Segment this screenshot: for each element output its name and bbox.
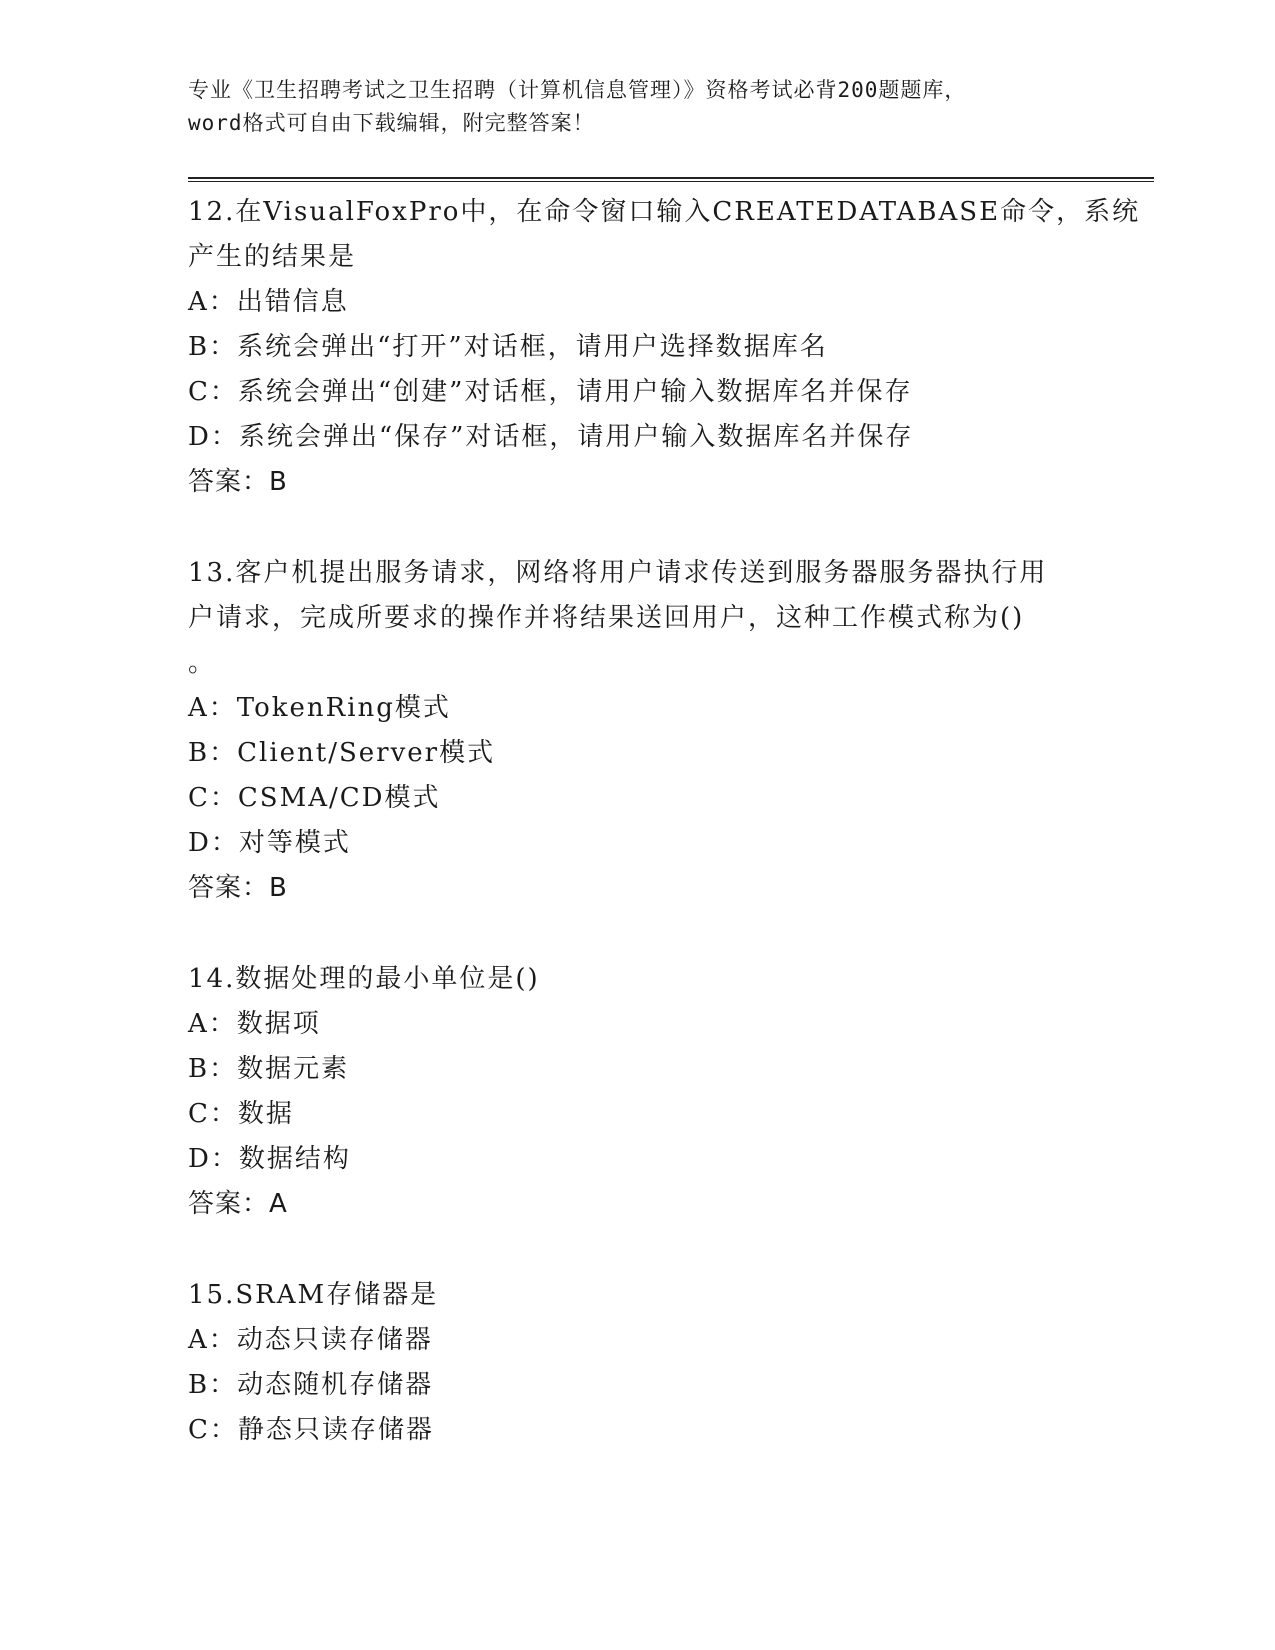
answer-label: 答案：B — [188, 873, 288, 903]
option-b: B：Client/Server模式 — [188, 738, 496, 768]
header-divider-thin — [188, 181, 1154, 182]
option-d: D：对等模式 — [188, 828, 351, 858]
answer-label: 答案：B — [188, 467, 288, 497]
question-stem-line: 12.在VisualFoxPro中，在命令窗口输入CREATEDATABASE命令，系统 — [188, 197, 1141, 227]
option-a: A：出错信息 — [188, 287, 349, 317]
question-spacer — [188, 911, 1088, 957]
question-14 — [188, 957, 1088, 1227]
answer-label: 答案：A — [188, 1189, 288, 1219]
question-stem — [188, 190, 1141, 280]
option-b: B：系统会弹出“打开”对话框，请用户选择数据库名 — [188, 332, 828, 362]
option-c: C：静态只读存储器 — [188, 1415, 434, 1445]
option-d: D：系统会弹出“保存”对话框，请用户输入数据库名并保存 — [188, 422, 914, 452]
question-stem-line: 户请求，完成所要求的操作并将结果送回用户，这种工作模式称为() — [188, 603, 1025, 633]
option-c: C：系统会弹出“创建”对话框，请用户输入数据库名并保存 — [188, 377, 913, 407]
header-line-1: 专业《卫生招聘考试之卫生招聘（计算机信息管理）》资格考试必背200题题库， — [188, 78, 967, 102]
question-15 — [188, 1273, 1088, 1453]
question-stem — [188, 957, 1088, 1002]
header-line-2: word格式可自由下载编辑，附完整答案！ — [188, 111, 595, 135]
question-stem-line: 14.数据处理的最小单位是() — [188, 964, 540, 994]
option-d: D：数据结构 — [188, 1144, 351, 1174]
question-stem-line: 产生的结果是 — [188, 242, 357, 272]
question-stem — [188, 551, 1088, 686]
question-list — [188, 190, 1141, 1453]
option-a: A：TokenRing模式 — [188, 693, 451, 723]
document-header — [188, 74, 1088, 140]
question-spacer — [188, 1227, 1088, 1273]
header-divider-thick — [188, 177, 1154, 179]
option-b: B：数据元素 — [188, 1054, 350, 1084]
option-c: C：数据 — [188, 1099, 294, 1129]
question-stem — [188, 1273, 1088, 1318]
question-stem-line: 13.客户机提出服务请求，网络将用户请求传送到服务器服务器执行用 — [188, 558, 1048, 588]
option-c: C：CSMA/CD模式 — [188, 783, 441, 813]
option-b: B：动态随机存储器 — [188, 1370, 434, 1400]
question-stem-line: 15.SRAM存储器是 — [188, 1280, 439, 1310]
question-stem-line: 。 — [188, 648, 217, 678]
question-12 — [188, 190, 1141, 505]
question-13 — [188, 551, 1088, 911]
option-a: A：动态只读存储器 — [188, 1325, 433, 1355]
option-a: A：数据项 — [188, 1009, 321, 1039]
question-spacer — [188, 505, 1088, 551]
